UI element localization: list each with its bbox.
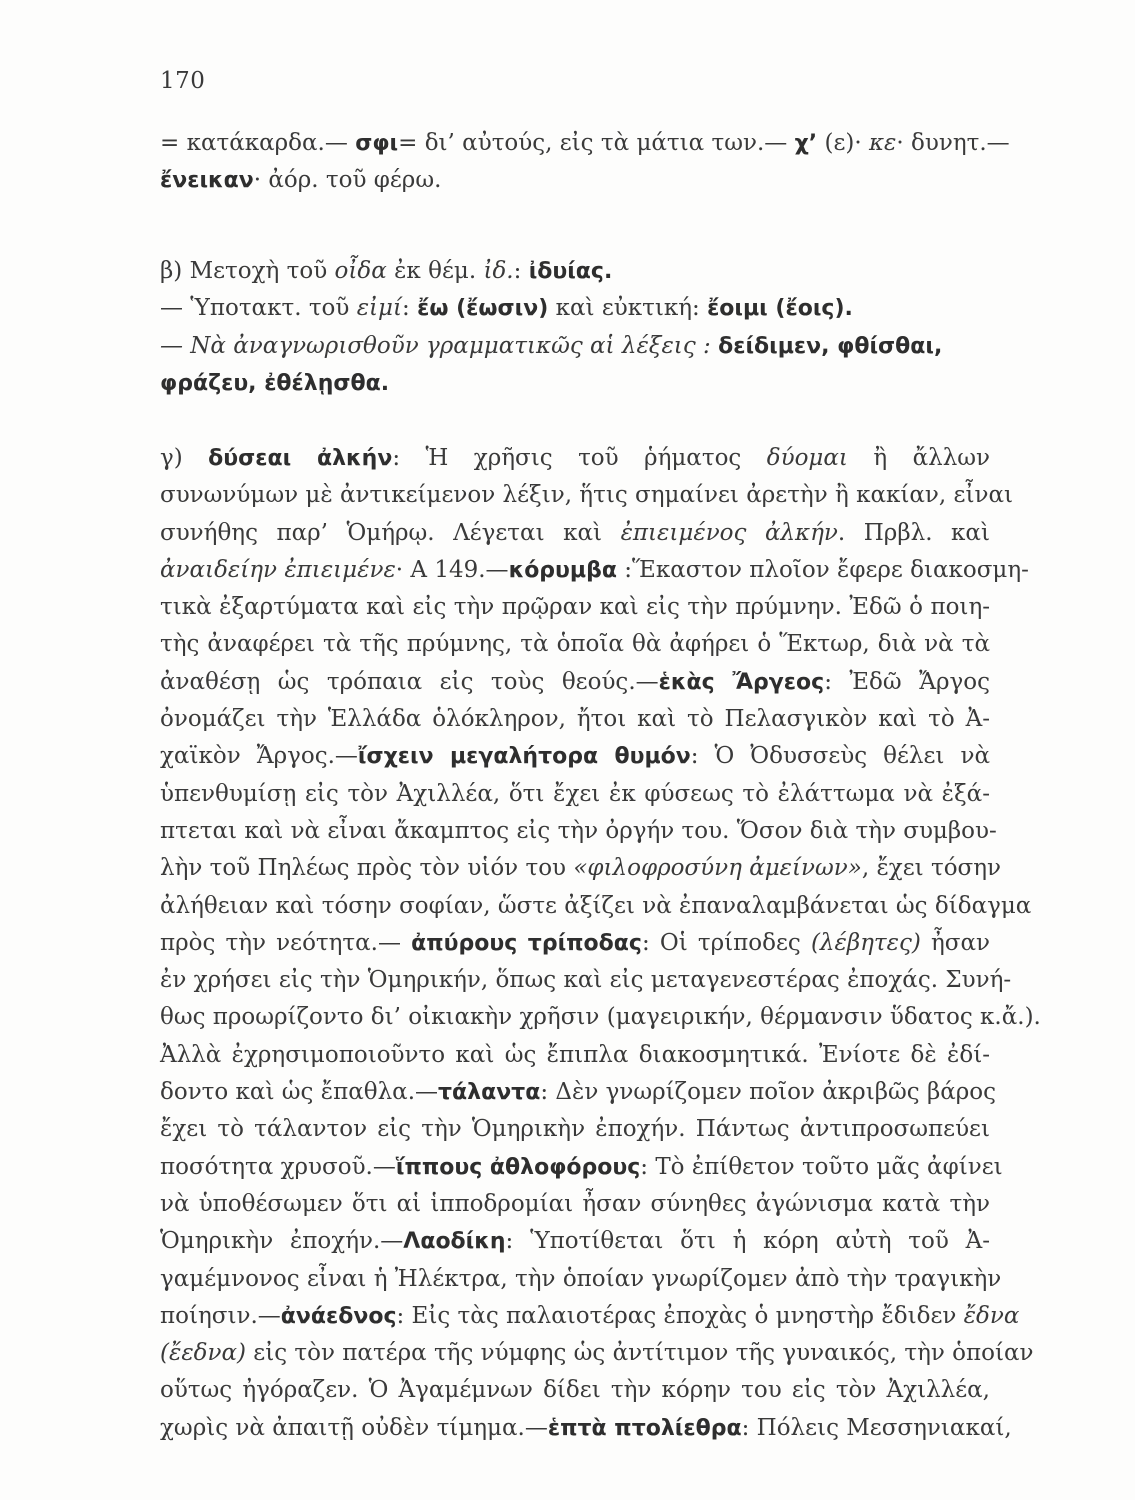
text-run: :: [513, 258, 529, 284]
text-run: — Ὑποτακτ. τοῦ: [160, 295, 357, 322]
italic-text: ἔδνα: [963, 1302, 1020, 1329]
text-line: [160, 962, 1012, 999]
lemma-term: ἑκὰς Ἄργεος: [658, 669, 825, 695]
text-run: ὑπενθυμίσῃ εἰς τὸν Ἀχιλλέα, ὅτι ἔχει ἐκ φύσεως τὸ ἐλάττωμα νὰ ἐξά-: [160, 780, 990, 807]
text-run: , ἔχει τόσην: [861, 855, 1002, 882]
text-line: [160, 253, 990, 290]
text-run: οὕτως ἠγόραζεν. Ὁ Ἀγαμέμνων δίδει τὴν κόρην του εἰς τὸν Ἀχιλλέα,: [160, 1377, 990, 1404]
text-run: :Ἕκαστον πλοῖον ἔφερε διακοσμη-: [616, 556, 1029, 583]
italic-text: «φιλοφροσύνη ἀμείνων»: [573, 855, 862, 882]
lemma-term: δύσεαι ἀλκήν: [208, 446, 393, 471]
text-run: πρὸς τὴν νεότητα.—: [160, 929, 412, 956]
text-run: νὰ ὑποθέσωμεν ὅτι αἱ ἱπποδρομίαι ἦσαν σύνηθες ἀγώνισμα κατὰ τὴν: [160, 1190, 990, 1217]
lemma-term: ἔνεικαν: [160, 168, 254, 194]
text-line: [160, 1111, 990, 1148]
text-run: : Ὑποτίθεται ὅτι ἡ κόρη αὐτὴ τοῦ Ἀ-: [505, 1228, 991, 1255]
text-line: [160, 850, 1002, 887]
text-line: [160, 1372, 990, 1409]
lemma-term: τάλαντα: [438, 1080, 541, 1106]
text-run: πτεται καὶ νὰ εἶναι ἄκαμπτος εἰς τὴν ὀργήν του. Ὅσον διὰ τὴν συμβου-: [160, 817, 997, 844]
text-run: ἀλήθειαν καὶ τόσην σοφίαν, ὥστε ἀξίζει νὰ ἐπαναλαμβάνεται ὡς δίδαγμα: [160, 892, 1032, 919]
text-run: :: [402, 295, 418, 322]
lemma-term: ἔοιμι (ἔοις).: [707, 296, 853, 322]
italic-text: (ἔεδνα): [160, 1340, 246, 1367]
text-line: [160, 1037, 990, 1074]
italic-text: κε: [868, 130, 897, 156]
text-run: ἔχει τὸ τάλαντον εἰς τὴν Ὁμηρικὴν ἐποχήν. Πάντως ἀντιπροσωπεύει: [160, 1116, 990, 1143]
text-run: Ἀλλὰ ἐχρησιμοποιοῦντο καὶ ὡς ἔπιπλα διακοσμητικά. Ἐνίοτε δὲ ἐδί-: [160, 1041, 990, 1068]
text-line: [160, 626, 990, 663]
text-run: · δυνητ.—: [896, 130, 1010, 156]
text-run: : Δὲν γνωρίζομεν ποῖον ἀκριβῶς βάρος: [540, 1079, 997, 1106]
lemma-term: ἵππους ἀθλοφόρους: [395, 1154, 641, 1180]
text-run: (ε)·: [817, 130, 869, 156]
text-run: καὶ εὐκτική:: [548, 295, 708, 322]
italic-text: ἐπιειμένος ἀλκήν: [620, 519, 838, 546]
italic-text: (λέβητες): [810, 929, 921, 956]
lemma-term: σφι: [355, 131, 399, 156]
text-run: ὀνομάζει τὴν Ἑλλάδα ὁλόκληρον, ἤτοι καὶ τὸ Πελασγικὸν καὶ τὸ Ἀ-: [160, 706, 990, 733]
page-number: 170: [160, 68, 206, 94]
text-line: [160, 515, 990, 552]
lemma-term: ἴσχειν μεγαλήτορα θυμόν: [357, 744, 691, 770]
text-run: θως προωρίζοντο δι’ οἰκιακὴν χρῆσιν (μαγειρικήν, θέρμανσιν ὕδατος κ.ἄ.).: [160, 1004, 1041, 1031]
commentary-block: [160, 440, 1041, 1447]
lemma-term: ἰδυίας.: [528, 259, 613, 284]
text-line: [160, 1186, 990, 1223]
text-run: β) Μετοχὴ τοῦ: [160, 258, 335, 284]
text-run: : Εἰς τὰς παλαιοτέρας ἐποχὰς ὁ μνηστὴρ ἔδιδεν: [396, 1302, 964, 1329]
text-run: · ἀόρ. τοῦ φέρω.: [253, 167, 442, 194]
text-line: [160, 999, 1041, 1036]
text-run: ἢ ἄλλων: [847, 445, 991, 471]
text-line: [160, 888, 1032, 925]
text-run: χαϊκὸν Ἄργος.—: [160, 743, 358, 770]
text-run: τικὰ ἐξαρτύματα καὶ εἰς τὴν πρῷραν καὶ εἰς τὴν πρύμνην. Ἐδῶ ὁ ποιη-: [160, 594, 990, 621]
lemma-term: ἀπύρους τρίποδας: [411, 930, 642, 956]
lemma-term: κόρυμβα: [508, 557, 617, 583]
text-line: [160, 1223, 990, 1260]
text-run: ποσότητα χρυσοῦ.—: [160, 1153, 396, 1180]
text-run: συνήθης παρ’ Ὁμήρῳ. Λέγεται καὶ: [160, 519, 621, 546]
text-run: δοντο καὶ ὡς ἔπαθλα.—: [160, 1079, 438, 1106]
text-line: [160, 328, 990, 365]
text-run: γ): [160, 445, 209, 471]
text-run: : Τὸ ἐπίθετον τοῦτο μᾶς ἀφίνει: [640, 1153, 1003, 1180]
text-run: : Πόλεις Μεσσηνιακαί,: [741, 1414, 1012, 1441]
text-line: [160, 477, 1013, 514]
text-line: [160, 440, 990, 477]
text-run: = κατάκαρδα.—: [160, 130, 356, 156]
text-run: · Α 149.—: [395, 556, 509, 583]
text-line: [160, 1074, 997, 1111]
italic-text: οἶδα: [334, 258, 387, 284]
text-run: ἦσαν: [920, 929, 990, 956]
text-run: . Πρβλ. καὶ: [837, 519, 990, 546]
text-line: [160, 738, 990, 775]
text-run: τὴς ἀναφέρει τὰ τῆς πρύμνης, τὰ ὁποῖα θὰ ἀφήρει ὁ Ἕκτωρ, διὰ νὰ τὰ: [160, 631, 990, 658]
text-run: εἰς τὸν πατέρα τῆς νύμφης ὡς ἀντίτιμον τῆς γυναικός, τὴν ὁποίαν: [246, 1340, 1034, 1367]
text-run: χωρὶς νὰ ἀπαιτῇ οὐδὲν τίμημα.—: [160, 1414, 548, 1441]
text-line: [160, 365, 990, 402]
italic-text: ἰδ.: [483, 258, 514, 284]
text-run: = δι’ αὐτούς, εἰς τὰ μάτια των.—: [398, 130, 795, 156]
text-run: : Ὁ Ὀδυσσεὺς θέλει νὰ: [690, 743, 990, 770]
lemma-term: δείδιμεν, φθίσθαι,: [718, 333, 943, 359]
text-line: [160, 1410, 1012, 1447]
italic-text: εἰμί: [356, 295, 403, 322]
text-run: γαμέμνονος εἶναι ἡ Ἠλέκτρα, τὴν ὁποίαν γνωρίζομεν ἀπὸ τὴν τραγικὴν: [160, 1265, 1002, 1292]
text-run: συνωνύμων μὲ ἀντικείμενον λέξιν, ἥτις σημαίνει ἀρετὴν ἢ κακίαν, εἶναι: [160, 482, 1013, 509]
text-line: [160, 776, 990, 813]
text-line: [160, 162, 990, 199]
text-run: : Οἱ τρίποδες: [641, 929, 811, 956]
text-line: [160, 1298, 1020, 1335]
lemma-term: ἔω (ἔωσιν): [417, 296, 549, 322]
italic-text: ἀναιδείην ἐπιειμένε: [160, 556, 396, 583]
text-line: [160, 125, 1010, 162]
text-line: [160, 925, 990, 962]
lemma-term: χ’: [794, 131, 818, 156]
lemma-term: Λαοδίκη: [403, 1229, 506, 1255]
text-line: [160, 813, 997, 850]
text-run: ἀναθέσῃ ὡς τρόπαια εἰς τοὺς θεούς.—: [160, 668, 659, 695]
text-line: [160, 701, 990, 738]
text-run: : Ἡ χρῆσις τοῦ ῥήματος: [392, 445, 767, 471]
italic-text: δύομαι: [766, 445, 848, 471]
lemma-term: ἑπτὰ πτολίεθρα: [547, 1415, 742, 1441]
text-run: : Ἐδῶ Ἄργος: [824, 668, 990, 695]
text-line: [160, 664, 990, 701]
text-line: [160, 1149, 1003, 1186]
lemma-term: ἀνάεδνος: [280, 1303, 397, 1329]
text-line: [160, 589, 990, 626]
text-run: ποίησιν.—: [160, 1302, 281, 1329]
lemma-term: φράζευ, ἐθέλῃσθα.: [160, 370, 390, 396]
text-line: [160, 1261, 1002, 1298]
text-line: [160, 290, 990, 327]
italic-text: — Νὰ ἀναγνωρισθοῦν γραμματικῶς αἱ λέξεις :: [160, 332, 719, 359]
text-line: [160, 552, 1029, 589]
text-run: ἐκ θέμ.: [386, 258, 484, 284]
gloss-block-1: [160, 125, 1010, 200]
text-run: ἐν χρήσει εἰς τὴν Ὁμηρικήν, ὅπως καὶ εἰς μεταγενεστέρας ἐποχάς. Συνή-: [160, 967, 1012, 994]
text-line: [160, 1335, 1034, 1372]
text-run: Ὁμηρικὴν ἐποχήν.—: [160, 1228, 404, 1255]
exercise-block: [160, 253, 990, 402]
text-run: λὴν τοῦ Πηλέως πρὸς τὸν υἱόν του: [160, 855, 574, 882]
